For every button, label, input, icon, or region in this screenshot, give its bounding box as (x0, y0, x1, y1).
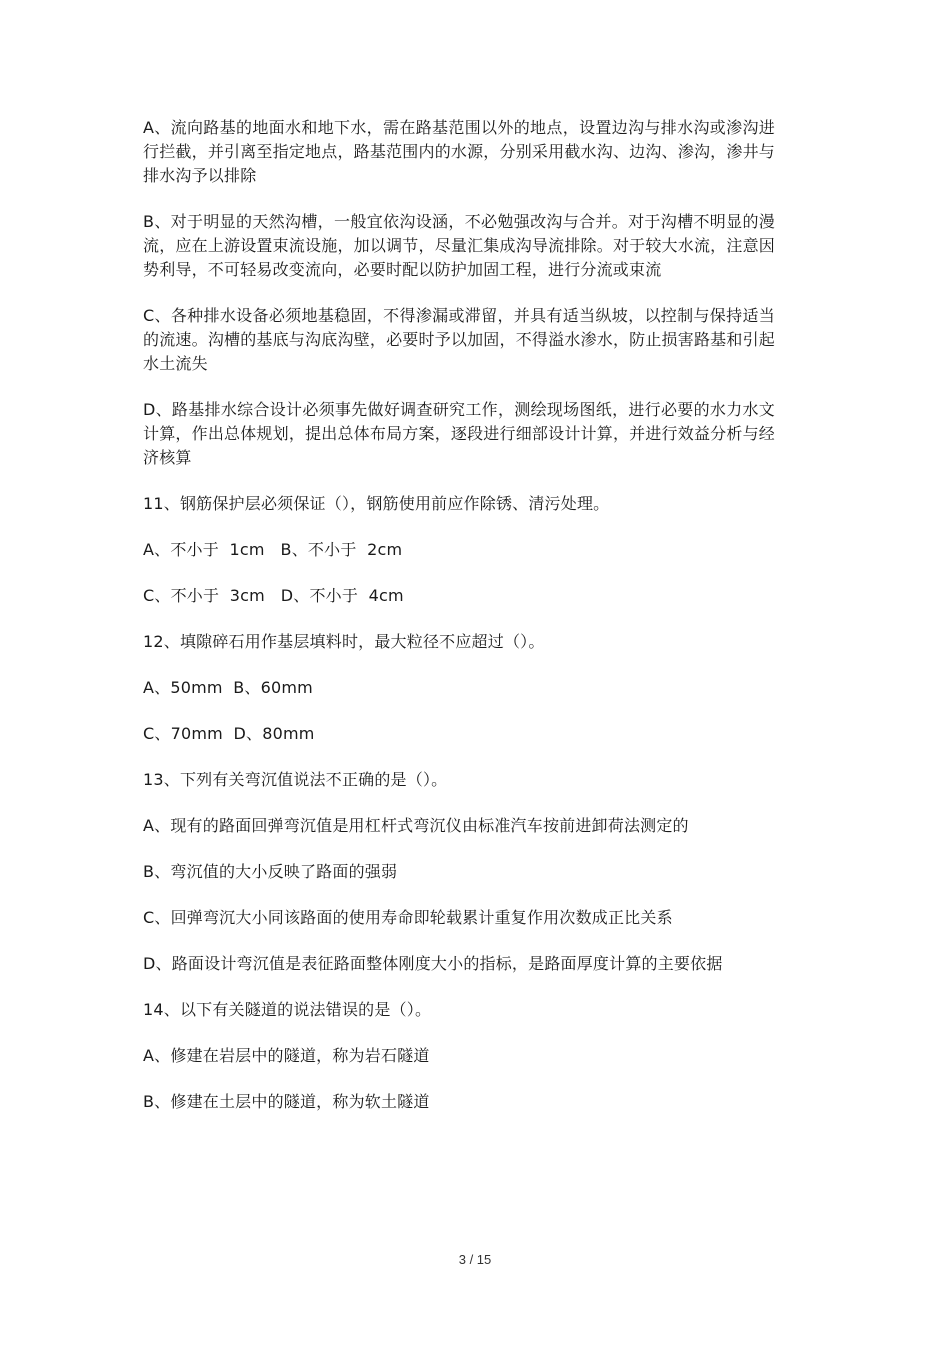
option-a-paragraph: A、流向路基的地面水和地下水，需在路基范围以外的地点，设置边沟与排水沟或渗沟进行拦截，并引离至指定地点，路基范围内的水源，分别采用截水沟、边沟、渗沟，渗井与排水沟予以排除 (143, 118, 775, 185)
question-13-option-c: C、回弹弯沉大小同该路面的使用寿命即轮载累计重复作用次数成正比关系 (143, 908, 673, 927)
option-c-paragraph: C、各种排水设备必须地基稳固，不得渗漏或滞留，并具有适当纵坡，以控制与保持适当的流速。沟槽的基底与沟底沟壁，必要时予以加固，不得溢水渗水，防止损害路基和引起水土流失 (143, 306, 775, 373)
question-13: 13、下列有关弯沉值说法不正确的是（）。 (143, 770, 448, 789)
question-11-options-cd: C、不小于 3cm D、不小于 4cm (143, 586, 404, 605)
question-11-options-ab: A、不小于 1cm B、不小于 2cm (143, 540, 403, 559)
page-content (143, 116, 775, 1136)
option-b-paragraph: B、对于明显的天然沟槽，一般宜依沟设涵，不必勉强改沟与合并。对于沟槽不明显的漫流，应在上游设置束流设施，加以调节，尽量汇集成沟导流排除。对于较大水流，注意因势利导，不可轻易改变流向，必要时配以防护加固工程，进行分流或束流 (143, 212, 775, 279)
question-13-option-a: A、现有的路面回弹弯沉值是用杠杆式弯沉仪由标准汽车按前进卸荷法测定的 (143, 816, 689, 835)
question-14: 14、以下有关隧道的说法错误的是（）。 (143, 1000, 432, 1019)
question-12-options-ab: A、50mm B、60mm (143, 678, 313, 697)
question-14-option-b: B、修建在土层中的隧道，称为软土隧道 (143, 1092, 430, 1111)
question-13-option-b: B、弯沉值的大小反映了路面的强弱 (143, 862, 398, 881)
option-d-paragraph: D、路基排水综合设计必须事先做好调查研究工作，测绘现场图纸，进行必要的水力水文计算，作出总体规划，提出总体布局方案，逐段进行细部设计计算，并进行效益分析与经济核算 (143, 400, 775, 467)
page-number: 3 / 15 (458, 1252, 492, 1267)
question-12-options-cd: C、70mm D、80mm (143, 724, 315, 743)
question-12: 12、填隙碎石用作基层填料时，最大粒径不应超过（）。 (143, 632, 545, 651)
question-14-option-a: A、修建在岩层中的隧道，称为岩石隧道 (143, 1046, 430, 1065)
question-13-option-d: D、路面设计弯沉值是表征路面整体刚度大小的指标，是路面厚度计算的主要依据 (143, 954, 723, 973)
question-11: 11、钢筋保护层必须保证（），钢筋使用前应作除锈、清污处理。 (143, 494, 610, 513)
